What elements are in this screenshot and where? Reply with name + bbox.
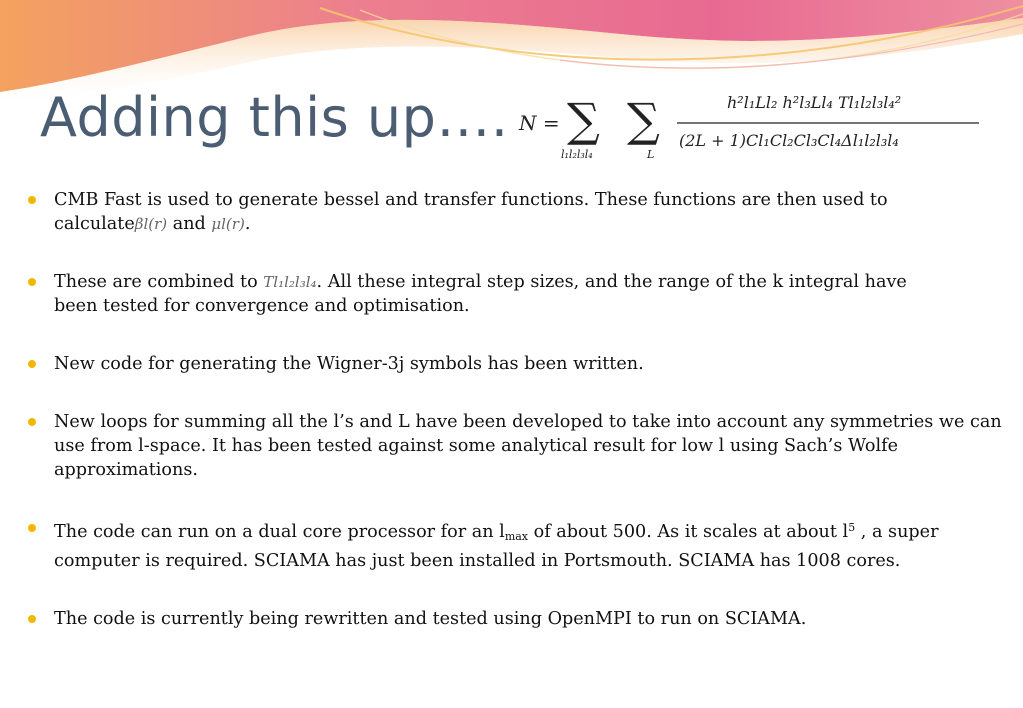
- bullet-dot: [28, 360, 36, 368]
- bullet-dot: [28, 524, 36, 532]
- equation-numerator: h²l₁Ll₂ h²l₃Ll₄ Tl₁l₂l₃l₄²: [727, 93, 902, 112]
- bullet-text: calculate: [54, 214, 135, 234]
- slide-title: Adding this up….: [40, 86, 509, 149]
- bullet-wigner: [26, 352, 1016, 376]
- bullet-dot: [28, 418, 36, 426]
- bullet-dot: [28, 615, 36, 623]
- equation-n: [517, 84, 987, 164]
- bullet-openmpi: [26, 607, 1016, 631]
- bullet-text: These are combined to: [54, 272, 258, 292]
- power-superscript: 5: [848, 521, 856, 534]
- t-symbol: Tl₁l₂l₃l₄: [263, 273, 317, 291]
- bullet-list: [26, 188, 1016, 631]
- equation-denominator: (2L + 1)Cl₁Cl₂Cl₃Cl₄Δl₁l₂l₃l₄: [679, 131, 899, 150]
- mu-symbol: μl(r): [211, 215, 245, 233]
- equation-lhs: N =: [519, 111, 560, 135]
- bullet-loops: [26, 410, 1016, 482]
- bullet-dual-core: [26, 516, 1016, 573]
- lmax-subscript: max: [504, 530, 529, 543]
- bullet-text: .: [244, 214, 251, 234]
- sigma-1: ∑: [567, 93, 600, 147]
- bullet-cmbfast: [26, 188, 1016, 236]
- bullet-text: The code is currently being rewritten and tested using OpenMPI to run on SCIAMA.: [54, 609, 807, 629]
- sigma-2: ∑: [627, 93, 660, 147]
- bullet-text: been tested for convergence and optimisation.: [54, 296, 470, 316]
- sigma-1-sub: l₁l₂l₃l₄: [561, 148, 593, 161]
- bullet-text: of about 500. As it scales at about l: [528, 522, 849, 542]
- sigma-2-sub: L: [647, 148, 655, 161]
- bullet-combined: [26, 270, 1016, 318]
- beta-symbol: βl(r): [134, 215, 168, 233]
- bullet-text: CMB Fast is used to generate bessel and transfer functions. These functions are then used to: [54, 190, 888, 210]
- bullet-text: New code for generating the Wigner-3j symbols has been written.: [54, 354, 644, 374]
- bullet-text: . All these integral step sizes, and the range of the k integral have: [316, 272, 907, 292]
- bullet-dot: [28, 196, 36, 204]
- bullet-text: and: [172, 214, 206, 234]
- bullet-text: New loops for summing all the l’s and L have been developed to take into account any symmetries we can use from l-space. It has been tested against some analytical result for low l using Sach’s Wolfe approximations.: [54, 412, 1002, 480]
- bullet-text: , a super computer is required. SCIAMA has just been installed in Portsmouth. SCIAMA has 1008 cores.: [54, 522, 939, 571]
- bullet-dot: [28, 278, 36, 286]
- bullet-text: The code can run on a dual core processor for an l: [54, 522, 505, 542]
